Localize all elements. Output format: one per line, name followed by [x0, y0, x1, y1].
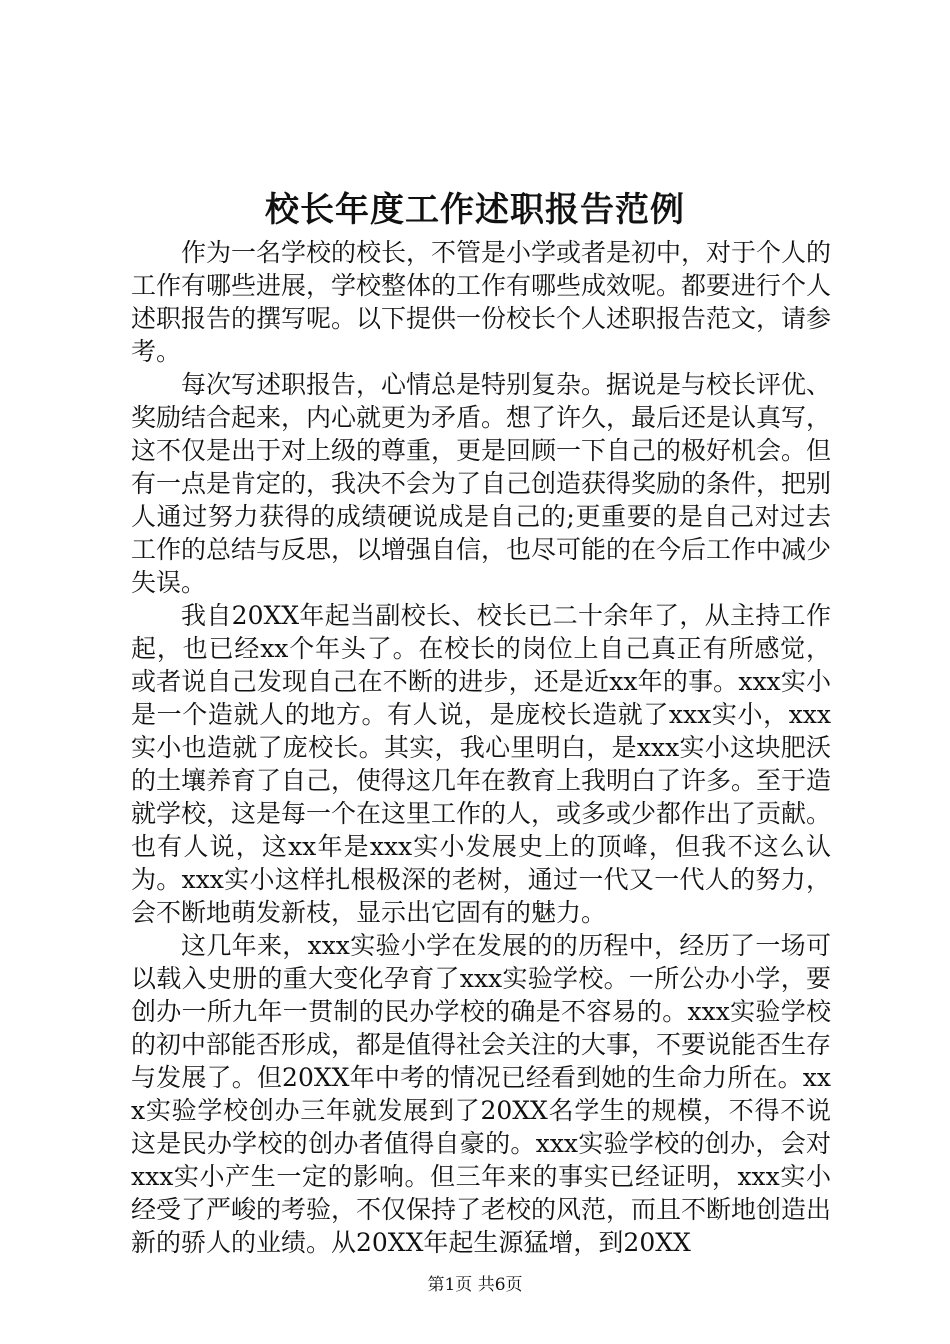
paragraph-development: 这几年来，xxx实验小学在发展的的历程中，经历了一场可以载入史册的重大变化孕育了xxx实验学校。一所公办小学，要创办一所九年一贯制的民办学校的确是不容易的。xxx实验学校的初中部能否形成，都是值得社会关注的大事，不要说能否生存与发展了。但20XX年中考的情况已经看到她的生命力所在。xxx实验学校创办三年就发展到了20XX名学生的规模，不得不说这是民办学校的创办者值得自豪的。xxx实验学校的创办，会对xxx实小产生一定的影响。但三年来的事实已经证明，xxx实小经受了严峻的考验，不仅保持了老校的风范，而且不断地创造出新的骄人的业绩。从20XX年起生源猛增，到20XX	[131, 931, 832, 1257]
document-body	[131, 236, 831, 1259]
paragraph-reflection: 每次写述职报告，心情总是特别复杂。据说是与校长评优、奖励结合起来，内心就更为矛盾。想了许久，最后还是认真写，这不仅是出于对上级的尊重，更是回顾一下自己的极好机会。但有一点是肯定的，我决不会为了自己创造获得奖励的条件，把别人通过努力获得的成绩硬说成是自己的;更重要的是自己对过去工作的总结与反思，以增强自信，也尽可能的在今后工作中减少失误。	[131, 370, 832, 597]
paragraph-intro: 作为一名学校的校长，不管是小学或者是初中，对于个人的工作有哪些进展，学校整体的工作有哪些成效呢。都要进行个人述职报告的撰写呢。以下提供一份校长个人述职报告范文，请参考。	[131, 238, 832, 366]
paragraph-history: 我自20XX年起当副校长、校长已二十余年了，从主持工作起，也已经xx个年头了。在校长的岗位上自己真正有所感觉，或者说自己发现自己在不断的进步，还是近xx年的事。xxx实小是一个造就人的地方。有人说，是庞校长造就了xxx实小，xxx实小也造就了庞校长。其实，我心里明白，是xxx实小这块肥沃的土壤养育了自己，使得这几年在教育上我明白了许多。至于造就学校，这是每一个在这里工作的人，或多或少都作出了贡献。也有人说，这xx年是xxx实小发展史上的顶峰，但我不这么认为。xxx实小这样扎根极深的老树，通过一代又一代人的努力，会不断地萌发新枝，显示出它固有的魅力。	[131, 601, 832, 927]
document-title: 校长年度工作述职报告范例	[265, 190, 685, 230]
page-footer: 第1页 共6页	[427, 1275, 523, 1295]
